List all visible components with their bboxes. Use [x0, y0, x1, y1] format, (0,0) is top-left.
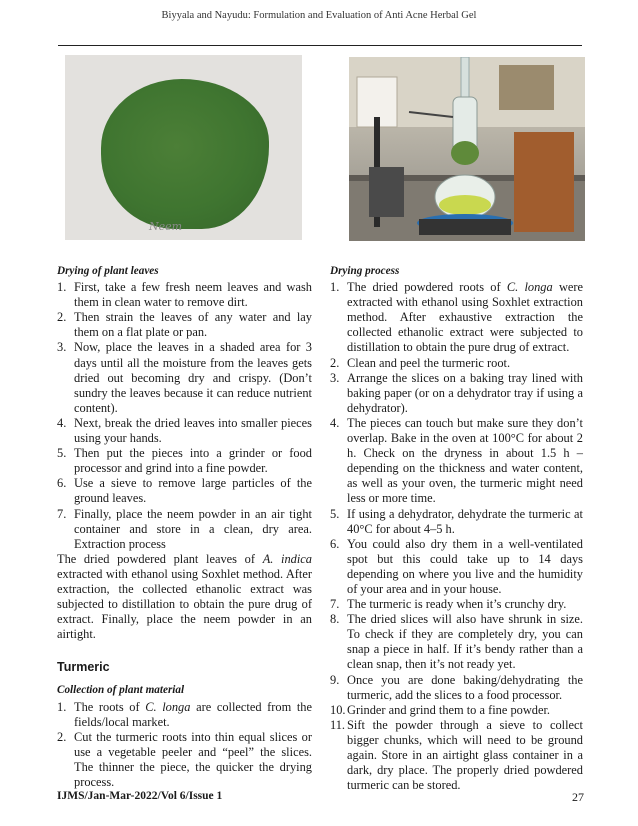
list-item: 7. The turmeric is ready when it’s crunchy dry. [330, 597, 567, 612]
list-item: 2. Cut the turmeric roots into thin equal slices or use a vegetable peeler and “peel” the slices. The thinner the piece, the quicker the drying process. [57, 729, 312, 789]
neem-powder-photo [65, 55, 302, 240]
header-rule [58, 45, 582, 46]
right-column [330, 264, 583, 793]
soxhlet-apparatus-photo [349, 57, 585, 241]
list-item: 5. Then put the pieces into a grinder or food processor and grind into a fine powder. [57, 446, 312, 476]
neem-powder-pile [101, 79, 269, 229]
list-item: 1. The roots of C. longa are collected from the fields/local market. [57, 699, 312, 729]
list-item: 8. The dried slices will also have shrunk in size. To check if they are completely dry, you can snap a piece in half. If it’s bendy rather than a clean snap, then it’s not ready yet. [330, 612, 583, 672]
drying-leaves-heading: Drying of plant leaves [57, 265, 159, 277]
drying-process-heading: Drying process [330, 265, 400, 277]
extraction-paragraph: The dried powdered plant leaves of A. indica extracted with ethanol using Soxhlet method. After extraction, the collected ethanolic extract was subjected to distillation to obtain the pure drug of extract. Finally, place the neem powder in an airtight. [57, 551, 312, 642]
list-item: 10. Grinder and grind them to a fine powder. [330, 702, 551, 717]
list-item: 4. Next, break the dried leaves into smaller pieces using your hands. [57, 415, 312, 446]
list-item: 6. Use a sieve to remove large particles of the ground leaves. [57, 476, 312, 506]
drying-process-list [330, 280, 583, 793]
page-number: 27 [572, 790, 584, 804]
collection-list [57, 700, 312, 791]
collection-heading: Collection of plant material [57, 684, 185, 697]
list-item: 9. Once you are done baking/dehydrating the turmeric, add the slices to a food processor. [330, 672, 583, 702]
list-item: 1. First, take a few fresh neem leaves and wash them in clean water to remove dirt. [57, 280, 312, 310]
list-item: 2. Clean and peel the turmeric root. [330, 355, 511, 370]
list-item: 2. Then strain the leaves of any water and lay them on a flat plate or pan. [57, 310, 312, 340]
turmeric-section-title: Turmeric [57, 660, 110, 675]
list-item: 5. If using a dehydrator, dehydrate the turmeric at 40°C for about 4–5 h. [330, 506, 583, 536]
soxhlet-apparatus-illustration [349, 57, 585, 241]
drying-leaves-list [57, 280, 312, 552]
journal-footer: IJMS/Jan-Mar-2022/Vol 6/Issue 1 [57, 790, 223, 802]
list-item: 4. The pieces can touch but make sure they don’t overlap. Bake in the oven at 100°C for about 2 h. Check on the dryness in about 1.5 h – depending on the thickness and water content, as well as your oven, the turmeric might need less or more time. [330, 415, 583, 506]
left-column [57, 264, 312, 790]
list-item: 1. The dried powdered roots of C. longa were extracted with ethanol using Soxhlet extraction method. After exhaustive extraction the collected ethanolic extract were subjected to distillation to obtain the pure drug of extract. [330, 280, 584, 355]
neem-photo-label: Neem [149, 220, 183, 233]
list-item: 3. Now, place the leaves in a shaded area for 3 days until all the moisture from the leaves gets dried out becoming dry and crispy. (Don’t sundry the leaves because it can reduce nutrient content). [57, 340, 312, 415]
list-item: 3. Arrange the slices on a baking tray lined with baking paper (or on a dehydrator tray if using a dehydrator). [330, 370, 583, 415]
list-item: 11. Sift the powder through a sieve to collect bigger chunks, which will need to be ground again. Store in an airtight glass container in a dark, dry place. The properly dried powdered turmeric can be stored. [330, 717, 583, 793]
list-item: 7. Finally, place the neem powder in an air tight container and store in a clean, dry area. Extraction process [57, 506, 312, 551]
list-item: 6. You could also dry them in a well-ventilated spot but this could take up to 14 days depending on where you live and the humidity of your area and in your house. [330, 536, 583, 596]
running-head: Biyyala and Nayudu: Formulation and Evaluation of Anti Acne Herbal Gel [161, 10, 477, 21]
